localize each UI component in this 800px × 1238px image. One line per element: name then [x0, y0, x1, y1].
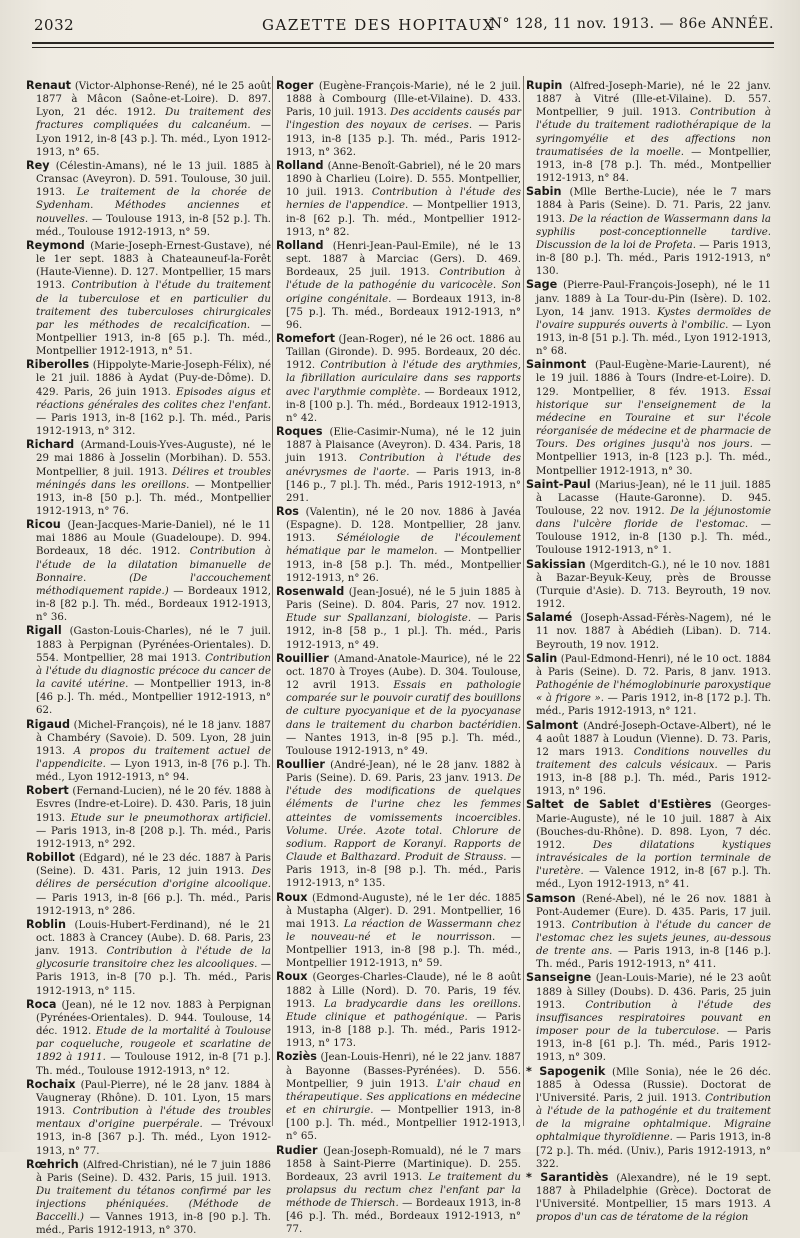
thesis-title: Etude sur le pneumothorax artificiel. — [70, 812, 271, 824]
author-details: (Marius-Jean), né le 11 juil. 1885 à Lacasse (Haute-Garonne). D. 945. Toulouse, 22 nov. 1912. — [536, 479, 771, 517]
publication-info: — Paris 1913, in-8 [61 p.]. Th. méd., Paris 1912-1913, n° 309. — [536, 1026, 771, 1064]
thesis-entry — [26, 918, 271, 998]
thesis-title: Pathogénie de l'hémoglobinurie paroxystique « à frigore ». — [536, 680, 771, 705]
page-header — [34, 14, 774, 36]
author-name: Robert — [26, 784, 69, 798]
author-name: Roques — [276, 425, 323, 439]
author-name: Roux — [276, 970, 308, 984]
thesis-entry — [276, 652, 521, 758]
author-details: (Paul-Edmond-Henri), né le 10 oct. 1884 à Paris (Seine). D. 72. Paris, 8 janv. 1913. — [536, 653, 771, 678]
publication-info: — Lyon 1913, in-8 [51 p.]. Th. méd., Lyon 1912-1913, n° 68. — [536, 319, 771, 358]
author-name: Roux — [276, 890, 308, 904]
author-details: (Gaston-Louis-Charles), né le 7 juil. 1883 à Perpignan (Pyrénées-Orientales). D. 554. Montpellier, 28 mai 1913. — [36, 626, 271, 664]
publication-info: — Trévoux 1913, in-8 [367 p.]. Th. méd., Lyon 1912-1913, n° 77. — [36, 1119, 271, 1157]
author-details: (Marie-Joseph-Ernest-Gustave), né le 1er sept. 1883 à Chateauneuf-la-Forêt (Haute-Vienne). D. 127. Montpellier, 15 mars 1913. — [36, 240, 271, 292]
thesis-entry — [26, 79, 271, 159]
author-details: (Henri-Jean-Paul-Emile), né le 13 sept. 1887 à Marciac (Gers). D. 469. Bordeaux, 25 juil. 1913. — [286, 240, 521, 279]
thesis-title: Etude de la mortalité à Toulouse par coqueluche, rougeole et scarlatine de 1892 à 1911. — [36, 1026, 271, 1064]
author-name: Roziès — [276, 1050, 317, 1064]
author-details: (Anne-Benoît-Gabriel), né le 20 mars 1890 à Charlieu (Loire). D. 555. Montpellier, 10 juil. 1913. — [286, 160, 521, 199]
thesis-entry — [26, 518, 271, 624]
thesis-entry — [526, 892, 771, 972]
author-details: (Célestin-Amans), né le 13 juil. 1885 à Cransac (Aveyron). D. 591. Toulouse, 30 juil. 1913. — [36, 160, 271, 199]
journal-title: GAZETTE DES HOPITAUX — [262, 16, 495, 34]
thesis-entry — [276, 585, 521, 652]
thesis-entry — [276, 159, 521, 239]
thesis-entry — [26, 784, 271, 851]
author-details: (Fernand-Lucien), né le 20 fév. 1888 à Esvres (Indre-et-Loire). D. 430. Paris, 18 juin 1913. — [36, 786, 271, 824]
thesis-title: Des délires de persécution d'origine alcoolique. — [36, 866, 271, 891]
author-details: (Alexandre), né le 19 sept. 1887 à Philadelphie (Grèce). Doctorat de l'Université. Montpellier, 15 mars 1913. — [536, 1172, 771, 1211]
column-2 — [276, 79, 522, 1236]
author-details: (Edmond-Auguste), né le 1er déc. 1885 à Mustapha (Alger). D. 291. Montpellier, 16 mai 1913. — [286, 892, 521, 930]
thesis-entry — [276, 425, 521, 505]
thesis-entry — [526, 185, 771, 278]
thesis-title: Contribution à l'étude du cancer de l'estomac chez les sujets jeunes, au-dessous de trente ans. — [536, 919, 772, 958]
author-name: Ros — [276, 505, 299, 518]
thesis-title: Séméiologie de l'écoulement hématique par le mamelon. — [286, 533, 522, 558]
thesis-entry — [276, 970, 521, 1050]
publication-info: — Montpellier 1913, in-8 [65 p.]. Th. méd., Montpellier 1912-1913, n° 51. — [36, 319, 271, 358]
author-name: Rœhrich — [26, 1157, 79, 1171]
thesis-title: Episodes aigus et réactions générales des colites chez l'enfant. — [36, 386, 271, 411]
author-name: Rey — [26, 158, 50, 172]
thesis-title: Kystes dermoïdes de l'ovaire suppurés ouverts à l'ombilic. — [536, 306, 771, 331]
publication-info: — Bordeaux 1913, in-8 [46 p.]. Th. méd., Bordeaux 1912-1913, n° 77. — [286, 1198, 521, 1236]
author-name: Saint-Paul — [526, 477, 591, 491]
thesis-title: Contribution à l'étude des insuffisances respiratoires pouvant en imposer pour de la tuberculose. — [536, 999, 772, 1038]
author-details: (Mlle Berthe-Lucie), née le 7 mars 1884 à Paris (Seine). D. 71. Paris, 22 janv. 1913. — [536, 187, 771, 225]
author-details: (Mlle Sonia), née le 26 déc. 1885 à Odessa (Russie). Doctorat de l'Université. Paris, 2 juil. 1913. — [536, 1066, 771, 1104]
thesis-title: De la jéjunostomie dans l'ulcère floride de l'estomac. — [536, 506, 771, 531]
thesis-entry — [526, 971, 771, 1064]
author-name: Saltet de Sablet d'Estières — [526, 798, 712, 812]
author-details: (Victor-Alphonse-René), né le 25 août 1877 à Mâcon (Saône-et-Loire). D. 897. Lyon, 21 déc. 1912. — [36, 81, 271, 119]
thesis-entry — [276, 758, 521, 891]
author-name: Riberolles — [26, 358, 90, 372]
publication-info: — Paris 1912, in-8 [172 p.]. Th. méd., Paris 1912-1913, n° 121. — [536, 693, 772, 718]
thesis-entry — [526, 1065, 771, 1171]
thesis-title: Du traitement des fractures compliquées du calcanéum. — [36, 107, 272, 132]
header-rule-thick — [32, 42, 774, 44]
publication-info: — Bordeaux 1912, in-8 [82 p.]. Th. méd., Bordeaux 1912-1913, n° 36. — [36, 585, 271, 624]
thesis-entry — [26, 624, 271, 717]
author-details: (Michel-François), né le 18 janv. 1887 à Chambéry (Savoie). D. 509. Lyon, 28 juin 1913. — [36, 719, 271, 757]
thesis-title: Conditions nouvelles du traitement des calculs vésicaux. — [536, 746, 771, 771]
author-name: * Sarantidès — [526, 1170, 609, 1184]
author-details: (Georges-Marie-Auguste), né le 10 juil. 1887 à Aix (Bouches-du-Rhône). D. 898. Lyon, 7 déc. 1912. — [536, 800, 771, 851]
thesis-entry — [276, 1144, 521, 1237]
author-details: (Eugène-François-Marie), né le 2 juil. 1888 à Combourg (Ille-et-Vilaine). D. 433. Paris, 10 juil. 1913. — [286, 81, 521, 119]
author-details: (Elie-Casimir-Numa), né le 12 juin 1887 à Plaisance (Aveyron). D. 434. Paris, 18 juin 1913. — [286, 427, 521, 465]
publication-info: — Paris 1913, in-8 [80 p.]. Th. méd., Paris 1912-1913, n° 130. — [536, 239, 771, 278]
thesis-entry — [526, 798, 771, 891]
thesis-title: Contribution à l'étude du traitement radiothérapique de la syringomyélie et des affections non traumatisées de la moelle. — [536, 107, 771, 158]
thesis-entry — [526, 79, 771, 185]
author-name: Rolland — [276, 158, 324, 172]
publication-info: — Paris 1913, in-8 [188 p.]. Th. méd., Paris 1912-1913, n° 173. — [286, 1011, 521, 1050]
publication-info: — Paris 1913, in-8 [146 p., 7 pl.]. Th. méd., Paris 1912-1913, n° 291. — [286, 466, 521, 504]
publication-info: — Montpellier 1913, in-8 [100 p.]. Th. méd., Montpellier 1912-1913, n° 65. — [286, 1105, 521, 1143]
publication-info: — Paris 1913, in-8 [66 p.]. Th. méd., Paris 1912-1913, n° 286. — [36, 892, 271, 917]
publication-info: — Paris 1913, in-8 [70 p.]. Th. méd., Paris 1912-1913, n° 115. — [36, 959, 271, 997]
author-details: (Hippolyte-Marie-Joseph-Félix), né le 21 juil. 1886 à Aydat (Puy-de-Dôme). D. 429. Paris, 26 juin 1913. — [36, 360, 271, 398]
author-name: Sakissian — [526, 557, 586, 571]
author-details: (René-Abel), né le 26 nov. 1881 à Pont-Audemer (Eure). D. 435. Paris, 17 juil. 1913. — [536, 893, 771, 931]
author-name: Sage — [526, 278, 558, 292]
thesis-title: Contribution à l'étude des anévrysmes de l'aorte. — [286, 453, 522, 478]
author-name: Samson — [526, 891, 576, 905]
thesis-title: Contribution à l'étude des hernies de l'appendice. — [286, 187, 521, 212]
issue-info: N° 128, 11 nov. 1913. — 86e ANNÉE. — [489, 16, 774, 32]
publication-info: — Montpellier, 1913, in-8 [78 p.]. Th. méd., Montpellier 1912-1913, n° 84. — [536, 146, 772, 185]
publication-info: — Montpellier 1913, in-8 [98 p.]. Th. méd., Montpellier 1912-1913, n° 59. — [286, 932, 521, 970]
publication-info: — Vannes 1913, in-8 [90 p.]. Th. méd., Paris 1912-1913, n° 370. — [36, 1212, 271, 1237]
author-name: Rouillier — [276, 651, 329, 665]
author-details: (Paul-Pierre), né le 28 janv. 1884 à Vaugneray (Rhône). D. 101. Lyon, 15 mars 1913. — [36, 1079, 271, 1118]
author-name: Rochaix — [26, 1077, 76, 1091]
thesis-entry — [526, 719, 771, 799]
publication-info: — Paris 1913, in-8 [208 p.]. Th. méd., Paris 1912-1913, n° 292. — [36, 825, 271, 850]
thesis-entry — [26, 438, 271, 518]
thesis-title: De la réaction de Wassermann dans la syphilis post-conceptionnelle tardive. Discussion de la loi de Profeta. — [536, 213, 771, 251]
author-name: Rupin — [526, 79, 563, 92]
thesis-title: Des accidents causés par l'ingestion des noyaux de cerises. — [286, 107, 521, 132]
author-details: (Jean-Roger), né le 26 oct. 1886 au Taillan (Gironde). D. 995. Bordeaux, 20 déc. 1912. — [286, 333, 521, 372]
thesis-entry — [526, 652, 771, 719]
author-details: (Amand-Anatole-Maurice), né le 22 oct. 1870 à Troyes (Aube). D. 304. Toulouse, 12 avril 1913. — [286, 653, 521, 692]
author-name: Sabin — [526, 185, 562, 199]
thesis-title: Contribution à l'étude de la dilatation bimanuelle de Bonnaire. (De l'accouchement méthodiquement rapide.) — [36, 546, 272, 597]
thesis-entry — [526, 358, 771, 477]
publication-info: — Montpellier 1913, in-8 [62 p.]. Th. méd., Montpellier 1912-1913, n° 82. — [286, 200, 521, 238]
thesis-title: De l'étude des modifications de quelques éléments de l'urine chez les femmes atteintes de vomissements incoercibles. Volume. Urée. Azote total. Chlorure de sodium. Rapport de Koranyi. Rapports de Claude et Balthazard. Produit de Strauss. — [286, 773, 521, 864]
thesis-title: Délires et troubles méningés dans les oreillons. — [36, 466, 271, 491]
thesis-title: La bradycardie dans les oreillons. Etude clinique et pathogénique. — [286, 998, 521, 1023]
author-details: (Jean-Joseph-Romuald), né le 7 mars 1858 à Saint-Pierre (Martinique). D. 255. Bordeaux, 23 avril 1913. — [286, 1145, 521, 1183]
author-name: Roger — [276, 79, 314, 92]
publication-info: — Paris 1913, in-8 [162 p.]. Th. méd., Paris 1912-1913, n° 312. — [36, 412, 271, 438]
thesis-title: L'air chaud en thérapeutique. Ses applications en médecine et en chirurgie. — [286, 1078, 522, 1117]
author-name: Romefort — [276, 331, 335, 345]
publication-info: — Paris 1912, in-8 [58 p., 1 pl.]. Th. méd., Paris 1912-1913, n° 49. — [286, 613, 521, 651]
thesis-entry — [26, 1078, 271, 1158]
author-details: (Jean-Josué), né le 5 juin 1885 à Paris (Seine). D. 804. Paris, 27 nov. 1912. — [286, 586, 521, 612]
column-1 — [26, 79, 272, 1237]
author-name: Rolland — [276, 238, 324, 252]
thesis-entry — [276, 332, 521, 425]
author-details: (Valentin), né le 20 nov. 1886 à Javéa (Espagne). D. 128. Montpellier, 28 janv. 1913. — [286, 507, 521, 545]
thesis-entry — [526, 1171, 771, 1225]
publication-info: — Montpellier 1913, in-8 [50 p.]. Th. méd., Montpellier 1912-1913, n° 76. — [36, 479, 272, 517]
publication-info: — Valence 1912, in-8 [67 p.]. Th. méd., Lyon 1912-1913, n° 41. — [536, 866, 771, 891]
publication-info: — Montpellier 1913, in-8 [58 p.]. Th. méd., Montpellier 1912-1913, n° 26. — [286, 546, 521, 584]
thesis-title: Le traitement du prolapsus du rectum chez l'enfant par la méthode de Thiersch. — [286, 1171, 521, 1210]
author-details: (Edgard), né le 23 déc. 1887 à Paris (Seine). D. 431. Paris, 12 juin 1913. — [36, 853, 271, 878]
author-name: Reymond — [26, 238, 85, 252]
column-3 — [526, 79, 772, 1224]
author-name: Roullier — [276, 757, 325, 771]
thesis-listing — [26, 79, 774, 1237]
thesis-title: Contribution à l'étude de la glycosurie transitoire chez les alcooliques. — [36, 946, 272, 971]
thesis-title: Essais en pathologie comparée sur le pouvoir curatif des bouillons de culture pyocyanique et de la pyocyanase dans le traitement du charbon bactéridien. — [286, 680, 521, 731]
author-details: (Mgerditch-G.), né le 10 nov. 1881 à Bazar-Beyuk-Keuy, près de Brousse (Turquie d'Asie). D. 713. Beyrouth, 19 nov. 1912. — [536, 559, 771, 611]
thesis-entry — [26, 1158, 271, 1238]
author-details: (Jean-Louis-Marie), né le 23 août 1889 à Silley (Doubs). D. 436. Paris, 25 juin 1913. — [536, 973, 771, 1011]
thesis-entry — [26, 998, 271, 1078]
author-details: (André-Jean), né le 28 janv. 1882 à Paris (Seine). D. 69. Paris, 23 janv. 1913. — [286, 759, 521, 785]
thesis-title: A propos du traitement actuel de l'appendicite. — [36, 745, 271, 770]
thesis-entry — [26, 239, 271, 358]
thesis-entry — [276, 505, 521, 585]
author-details: (Jean-Jacques-Marie-Daniel), né le 11 mai 1886 au Moule (Guadeloupe). D. 994. Bordeaux, 18 déc. 1912. — [36, 520, 271, 558]
publication-info: — Paris 1913, in-8 [146 p.]. Th. méd., Paris 1912-1913, n° 411. — [536, 946, 771, 971]
publication-info: — Paris 1913, in-8 [98 p.]. Th. méd., Paris 1912-1913, n° 135. — [286, 852, 521, 890]
author-name: Salamé — [526, 611, 573, 625]
thesis-title: Contribution à l'étude des troubles mentaux d'origine puerpérale. — [36, 1106, 271, 1131]
thesis-entry — [276, 239, 521, 332]
thesis-title: Des dilatations kystiques intravésicales de la portion terminale de l'uretère. — [536, 839, 772, 878]
publication-info: — Toulouse 1912, in-8 [130 p.]. Th. méd., Toulouse 1912-1913, n° 1. — [536, 519, 771, 557]
publication-info: — Montpellier 1913, in-8 [46 p.]. Th. méd., Montpellier 1912-1913, n° 62. — [36, 679, 271, 717]
publication-info: — Toulouse 1912, in-8 [71 p.]. Th. méd., Toulouse 1912-1913, n° 12. — [36, 1052, 271, 1077]
publication-info: — Paris 1913, in-8 [72 p.]. Th. méd. (Univ.), Paris 1912-1913, n° 322. — [536, 1132, 771, 1170]
publication-info: — Lyon 1912, in-8 [43 p.]. Th. méd., Lyon 1912-1913, n° 65. — [36, 120, 271, 158]
header-rule-thin — [32, 47, 774, 48]
publication-info: — Lyon 1913, in-8 [76 p.]. Th. méd., Lyon 1912-1913, n° 94. — [36, 758, 271, 784]
author-name: Robillot — [26, 851, 75, 865]
thesis-title: Du traitement du tétanos confirmé par les injections phéniquées. (Méthode de Baccelli.) — [36, 1185, 271, 1224]
publication-info: — Nantes 1913, in-8 [95 p.]. Th. méd., Toulouse 1912-1913, n° 49. — [286, 732, 521, 757]
thesis-title: Contribution à l'étude du diagnostic précoce du cancer de la cavité utérine. — [36, 652, 271, 691]
author-details: (Jean), né le 12 nov. 1883 à Perpignan (Pyrénées-Orientales). D. 944. Toulouse, 14 déc. 1912. — [36, 999, 271, 1038]
author-name: * Sapogenik — [526, 1064, 606, 1078]
thesis-entry — [526, 611, 771, 651]
author-name: Rigaud — [26, 717, 70, 731]
author-name: Sanseigne — [526, 971, 592, 985]
thesis-entry — [276, 79, 521, 159]
thesis-entry — [526, 278, 771, 358]
publication-info: — Toulouse 1913, in-8 [52 p.]. Th. méd., Toulouse 1912-1913, n° 59. — [36, 213, 271, 238]
publication-info: — Montpellier 1913, in-8 [123 p.]. Th. méd., Montpellier 1912-1913, n° 30. — [536, 439, 771, 477]
thesis-entry — [526, 478, 771, 558]
author-name: Richard — [26, 438, 75, 452]
publication-info: — Bordeaux 1912, in-8 [100 p.]. Th. méd., Bordeaux 1912-1913, n° 42. — [286, 386, 521, 424]
thesis-entry — [26, 851, 271, 918]
thesis-title: A propos d'un cas de tératome de la région — [536, 1199, 771, 1224]
author-name: Salmont — [526, 718, 579, 732]
author-name: Renaut — [26, 79, 72, 92]
author-name: Ricou — [26, 518, 61, 532]
author-details: (Georges-Charles-Claude), né le 8 août 1882 à Lille (Nord). D. 70. Paris, 19 fév. 1913. — [286, 972, 521, 1010]
author-details: (Pierre-Paul-François-Joseph), né le 11 janv. 1889 à La Tour-du-Pin (Isère). D. 102. Lyon, 14 janv. 1913. — [536, 280, 771, 318]
author-details: (Joseph-Assad-Férès-Nagem), né le 11 nov. 1887 à Abédieh (Liban). D. 714. Beyrouth, 19 nov. 1912. — [536, 613, 771, 651]
author-details: (Paul-Eugène-Marie-Laurent), né le 19 juil. 1886 à Tours (Indre-et-Loire). D. 129. Montpellier, 8 fév. 1913. — [536, 360, 771, 398]
thesis-title: Contribution à l'étude de la pathogénie et du traitement de la migraine ophtalmique. Migraine ophtalmique thyroïdienne. — [536, 1092, 771, 1144]
thesis-entry — [526, 558, 771, 612]
author-name: Sainmont — [526, 358, 587, 372]
author-name: Rigall — [26, 624, 62, 638]
thesis-title: Contribution à l'étude du traitement de la tuberculose et en particulier du traitement des tuberculoses chirurgicales par les méthodes de recalcification. — [36, 280, 271, 331]
author-details: (André-Joseph-Octave-Albert), né le 4 août 1887 à Loudun (Vienne). D. 73. Paris, 12 mars 1913. — [536, 720, 771, 758]
thesis-entry — [276, 1050, 521, 1143]
thesis-title: Essai historique sur l'enseignement de la médecine en Touraine et sur l'école réorganisée de médecine et de pharmacie de Tours. Des origines jusqu'à nos jours. — [536, 386, 771, 451]
thesis-title: Contribution à l'étude de la pathogénie du varicocèle. Son origine congénitale. — [286, 267, 522, 305]
publication-info: — Paris 1913, in-8 [88 p.]. Th. méd., Paris 1912-1913, n° 196. — [536, 759, 771, 798]
author-details: (Alfred-Joseph-Marie), né le 22 janv. 1887 à Vitré (Ille-et-Vilaine). D. 557. Montpellier, 9 juil. 1913. — [536, 81, 771, 119]
thesis-title: Contribution à l'étude des arythmies, la fibrillation auriculaire dans ses rapports avec l'arythmie complète. — [286, 360, 521, 398]
author-name: Rudier — [276, 1143, 318, 1157]
publication-info: — Paris 1913, in-8 [135 p.]. Th. méd., Paris 1912-1913, n° 362. — [286, 120, 521, 158]
thesis-entry — [276, 891, 521, 971]
author-name: Rosenwald — [276, 584, 345, 598]
page-number: 2032 — [34, 16, 75, 34]
thesis-title: Etude sur Spallanzani, biologiste. — [286, 613, 472, 625]
author-name: Roca — [26, 997, 57, 1011]
thesis-entry — [26, 718, 271, 785]
thesis-title: La réaction de Wassermann chez le nouveau-né et le nourrisson. — [286, 918, 521, 943]
publication-info: — Bordeaux 1913, in-8 [75 p.]. Th. méd., Bordeaux 1912-1913, n° 96. — [286, 293, 521, 331]
thesis-entry — [26, 358, 271, 438]
author-details: (Jean-Louis-Henri), né le 22 janv. 1887 à Bayonne (Basses-Pyrénées). D. 556. Montpellier, 9 juin 1913. — [286, 1052, 521, 1090]
author-name: Roblin — [26, 917, 66, 931]
author-details: (Alfred-Christian), né le 7 juin 1886 à Paris (Seine). D. 432. Paris, 15 juil. 1913. — [36, 1159, 271, 1184]
thesis-title: Le traitement de la chorée de Sydenham. Méthodes anciennes et nouvelles. — [36, 187, 272, 225]
author-details: (Armand-Louis-Yves-Auguste), né le 29 mai 1886 à Josselin (Morbihan). D. 553. Montpellier, 8 juil. 1913. — [36, 440, 271, 478]
author-details: (Louis-Hubert-Ferdinand), né le 21 oct. 1883 à Crancey (Aube). D. 68. Paris, 23 janv. 1913. — [36, 919, 271, 958]
thesis-entry — [26, 159, 271, 239]
author-name: Salin — [526, 651, 558, 665]
